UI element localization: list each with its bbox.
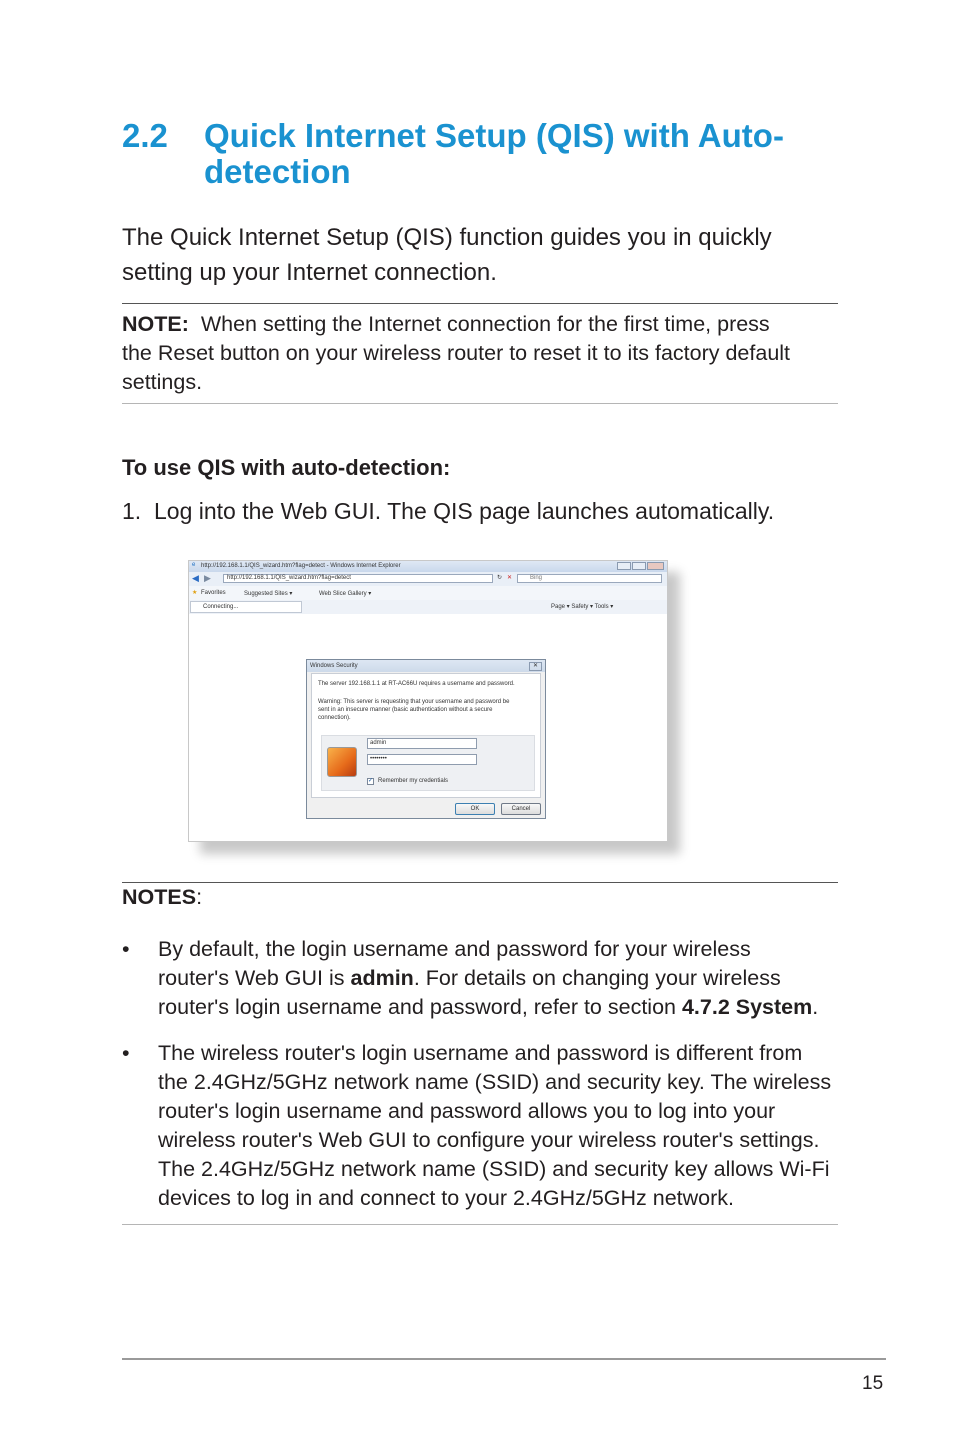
username-field[interactable] [367, 738, 477, 749]
bullet-1-line-2 [158, 964, 844, 993]
search-input[interactable] [517, 574, 662, 583]
bullet-2-line-1: The wireless router's login username and password is different from [158, 1041, 803, 1065]
ok-button[interactable]: OK [455, 803, 495, 815]
dialog-titlebar [307, 660, 545, 672]
dialog-warning-line-3: connection). [318, 715, 351, 721]
note-box [122, 310, 838, 397]
step-1-text: Log into the Web GUI. The QIS page launches automatically. [154, 498, 775, 524]
browser-screenshot [188, 560, 668, 842]
suggested-sites-link[interactable]: Suggested Sites ▾ [244, 591, 293, 597]
bullet-1-text [158, 935, 844, 1022]
intro-line-2: setting up your Internet connection. [122, 259, 497, 286]
maximize-button[interactable] [632, 562, 646, 570]
forward-icon[interactable]: ▶ [204, 573, 211, 583]
dialog-body [311, 673, 541, 798]
default-credential: admin [350, 966, 414, 990]
notes-top-rule [122, 882, 838, 883]
address-input[interactable] [223, 574, 493, 583]
bullet-1-line-2-post: . For details on changing your wireless [413, 966, 781, 990]
step-1-number: 1. [122, 498, 142, 524]
notes-bullet-1 [122, 935, 842, 1025]
bullet-2-line-6: devices to log in and connect to your 2.4GHz/5GHz network. [158, 1186, 735, 1210]
cancel-button[interactable]: Cancel [501, 803, 541, 815]
bullet-2-line-3: router's login username and password allows you to log into your [158, 1099, 776, 1123]
note-label: NOTE: [122, 312, 189, 336]
procedure-heading: To use QIS with auto-detection: [122, 455, 451, 480]
bullet-1-line-3 [158, 993, 844, 1022]
dialog-title: Windows Security [310, 663, 358, 669]
dialog-close-icon[interactable]: ✕ [529, 662, 542, 671]
username-value: admin [370, 740, 387, 746]
notes-colon: : [196, 885, 203, 909]
close-button[interactable] [647, 562, 664, 570]
bullet-2-marker: • [122, 1041, 130, 1065]
refresh-icon[interactable]: ↻ [497, 575, 503, 581]
note-bottom-rule [122, 403, 838, 404]
bullet-2-line-4: wireless router's Web GUI to configure your wireless router's settings. [158, 1128, 820, 1152]
bullet-1-line-2-pre: router's Web GUI is [158, 966, 351, 990]
dialog-warning-line-1: Warning: This server is requesting that your username and password be [318, 699, 510, 705]
section-title-line-2: detection [204, 153, 351, 190]
web-slice-gallery-link[interactable]: Web Slice Gallery ▾ [319, 591, 372, 597]
ie-logo-icon: e [192, 562, 196, 568]
windows-security-dialog [306, 659, 546, 819]
notes-bottom-rule [122, 1224, 838, 1225]
note-line-2: the Reset button on your wireless router to reset it to its factory default [122, 341, 791, 365]
password-field[interactable] [367, 754, 477, 765]
password-value: •••••••• [370, 756, 387, 762]
minimize-button[interactable] [617, 562, 631, 570]
section-title [204, 118, 844, 190]
favorites-button[interactable]: Favorites [201, 590, 226, 596]
window-title: http://192.168.1.1/QIS_wizard.htm?flag=detect - Windows Internet Explorer [201, 563, 401, 569]
footer-rule [122, 1358, 886, 1360]
tab-connecting[interactable] [190, 601, 302, 613]
dialog-message: The server 192.168.1.1 at RT-AC66U requires a username and password. [318, 681, 515, 687]
intro-paragraph [122, 220, 822, 290]
bullet-1-marker: • [122, 937, 130, 961]
section-number: 2.2 [122, 117, 168, 154]
notes-heading [122, 885, 202, 910]
tab-bar [189, 600, 667, 614]
bullet-2-text [158, 1039, 844, 1213]
section-reference: 4.7.2 System [681, 995, 813, 1019]
dialog-warning-line-2: sent in an insecure manner (basic authentication without a secure [318, 707, 493, 713]
tab-label: Connecting... [203, 604, 239, 610]
remember-checkbox[interactable]: ✓ [368, 778, 374, 784]
favorites-star-icon: ★ [192, 590, 198, 596]
favorites-bar [189, 586, 667, 601]
command-toolbar[interactable]: Page ▾ Safety ▾ Tools ▾ [551, 604, 614, 610]
bullet-2-line-5: The 2.4GHz/5GHz network name (SSID) and security key allows Wi-Fi [158, 1157, 830, 1181]
remember-label: Remember my credentials [378, 778, 449, 784]
address-text: http://192.168.1.1/QIS_wizard.htm?flag=detect [227, 575, 351, 581]
stop-icon[interactable]: ✕ [507, 575, 513, 581]
step-1 [122, 498, 774, 525]
user-avatar-icon [327, 747, 357, 777]
credential-tile [321, 735, 535, 791]
bullet-1-line-3-post: . [812, 995, 819, 1019]
page-number: 15 [862, 1373, 884, 1394]
note-line-3: settings. [122, 370, 203, 394]
notes-bullet-2 [122, 1039, 842, 1217]
note-line-1 [122, 310, 838, 339]
bullet-2-line-2: the 2.4GHz/5GHz network name (SSID) and security key. The wireless [158, 1070, 832, 1094]
search-placeholder: Bing [530, 575, 543, 581]
notes-label: NOTES [122, 885, 197, 909]
browser-titlebar [189, 561, 667, 572]
address-bar [189, 572, 667, 586]
note-line-1-text: When setting the Internet connection for the first time, press [200, 312, 770, 336]
bullet-1-line-3-pre: router's login username and password, refer to section [158, 995, 682, 1019]
intro-line-1: The Quick Internet Setup (QIS) function guides you in quickly [122, 224, 772, 251]
section-title-line-1: Quick Internet Setup (QIS) with Auto- [204, 117, 784, 154]
back-icon[interactable]: ◀ [192, 573, 199, 583]
bullet-1-line-1: By default, the login username and password for your wireless [158, 937, 751, 961]
note-top-rule [122, 303, 838, 304]
